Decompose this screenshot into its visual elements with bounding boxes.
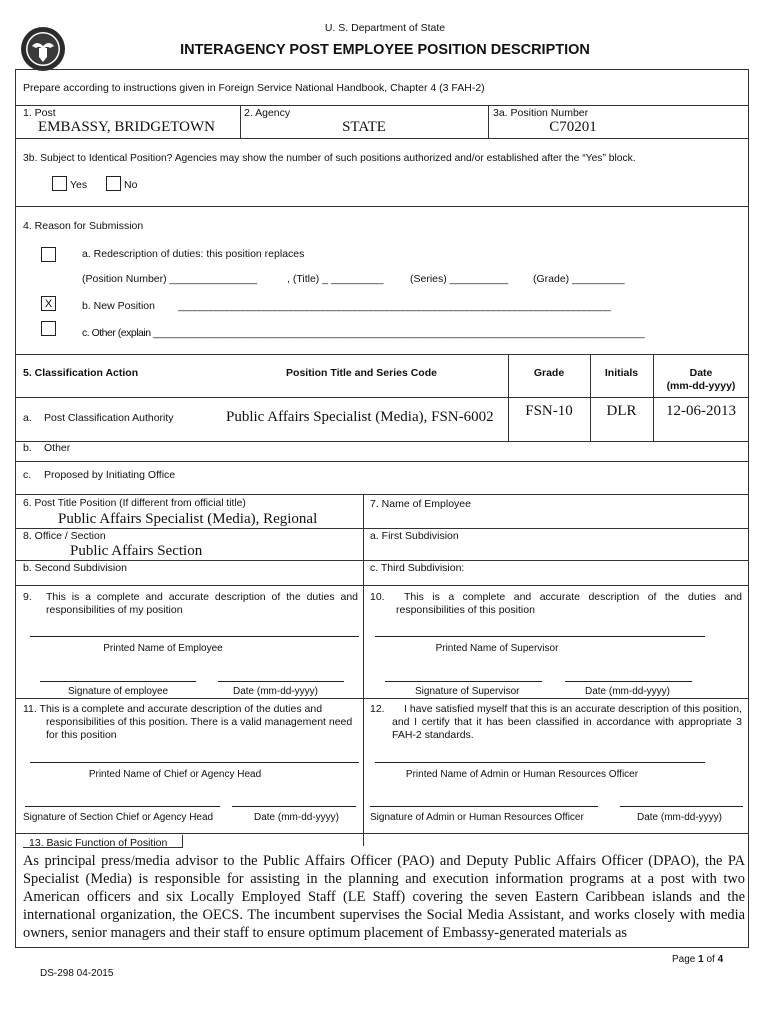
cert9-number: 9.	[23, 591, 32, 603]
other-reason-checkbox[interactable]	[41, 321, 56, 336]
position-number-value[interactable]: C70201	[549, 119, 597, 135]
col-date-format: (mm-dd-yyyy)	[666, 380, 736, 392]
form-instructions: Prepare according to instructions given in Foreign Service National Handbook, Chapter 4 (3 FAH-2)	[23, 82, 485, 94]
admin-date-label: Date (mm-dd-yyyy)	[637, 812, 723, 823]
row-a-letter: a.	[23, 412, 32, 424]
printed-chief-label: Printed Name of Chief or Agency Head	[88, 769, 262, 780]
page-current: 1	[698, 954, 704, 965]
department-name: U. S. Department of State	[324, 22, 446, 34]
cert12-number: 12.	[370, 703, 385, 715]
page-of: of	[703, 954, 718, 965]
employee-date-label: Date (mm-dd-yyyy)	[233, 686, 319, 697]
chief-date-line[interactable]	[232, 806, 356, 807]
employee-signature-line[interactable]	[40, 681, 196, 682]
no-checkbox[interactable]	[106, 176, 121, 191]
chief-signature-line[interactable]	[25, 806, 220, 807]
redescription-checkbox[interactable]	[41, 247, 56, 262]
employee-name-label: 7. Name of Employee	[370, 498, 471, 510]
yes-label: Yes	[70, 179, 88, 191]
printed-supervisor-label: Printed Name of Supervisor	[435, 643, 559, 654]
supervisor-date-line[interactable]	[565, 681, 692, 682]
post-title-value[interactable]: Public Affairs Specialist (Media), Regional	[58, 511, 318, 527]
cert9-text: This is a complete and accurate description of the duties and responsibilities of my position	[46, 591, 358, 616]
col-classification-action: 5. Classification Action	[23, 367, 139, 379]
position-number-label: 3a. Position Number	[493, 107, 589, 119]
row-a-date[interactable]: 12-06-2013	[666, 403, 736, 419]
supervisor-name-line[interactable]	[375, 636, 705, 637]
cert12-text: I have satisfied myself that this is an accurate description of this position, and I certify that it has been classified in accordance with appropriate 3 FAH-2 standards.	[392, 703, 742, 741]
first-subdivision-label: a. First Subdivision	[370, 530, 459, 542]
admin-signature-label: Signature of Admin or Human Resources Officer	[370, 812, 584, 823]
agency-value[interactable]: STATE	[342, 119, 386, 135]
row-c-letter: c.	[23, 469, 32, 481]
post-title-label: 6. Post Title Position (If different from official title)	[23, 498, 246, 509]
page-indicator	[672, 954, 723, 965]
new-position-check-mark: X	[44, 298, 53, 310]
row-b-letter: b.	[23, 442, 32, 454]
col-position-title: Position Title and Series Code	[286, 367, 437, 379]
col-date: Date	[689, 367, 713, 379]
col-initials: Initials	[604, 367, 639, 379]
redescription-label: a. Redescription of duties: this position replaces	[82, 248, 305, 260]
cert11-text: 11. This is a complete and accurate description of the duties and responsibilities of this position. There is a valid management need for this position	[23, 703, 353, 741]
row-a-label: Post Classification Authority	[44, 412, 174, 424]
agency-label: 2. Agency	[244, 107, 291, 119]
post-value[interactable]: EMBASSY, BRIDGETOWN	[38, 119, 215, 135]
col-grade: Grade	[533, 367, 565, 379]
identical-position-label: 3b. Subject to Identical Position? Agencies may show the number of such positions authorized and/or established after the “Yes” block.	[23, 153, 636, 164]
basic-function-text[interactable]: As principal press/media advisor to the Public Affairs Officer (PAO) and Deputy Public Affairs Officer (DPAO), the PA Specialist (Media) is responsible for assisting in the planning and execution information programs at a post with two American officers and six Locally Employed Staff (LE Staff) covering the seven Eastern Caribbean islands and the international organization, the OECS. The incumbent supervises the Social Media Assistant, and works closely with media owners, senior managers and their staff to ensure optimum placement of Embassy-generated materials as	[23, 853, 745, 941]
form-title: INTERAGENCY POST EMPLOYEE POSITION DESCRIPTION	[180, 42, 590, 58]
page-total: 4	[717, 954, 724, 965]
page-prefix: Page	[672, 954, 699, 965]
employee-name-line[interactable]	[30, 636, 359, 637]
third-subdivision-label: c. Third Subdivision:	[370, 562, 465, 574]
supervisor-date-label: Date (mm-dd-yyyy)	[585, 686, 671, 697]
admin-name-line[interactable]	[375, 762, 705, 763]
chief-signature-label: Signature of Section Chief or Agency Head	[23, 812, 214, 823]
form-number: DS-298 04-2015	[40, 968, 114, 979]
post-label: 1. Post	[23, 107, 56, 119]
row-c-label: Proposed by Initiating Office	[44, 469, 176, 481]
chief-name-line[interactable]	[30, 762, 359, 763]
yes-checkbox[interactable]	[52, 176, 67, 191]
basic-function-label: 13. Basic Function of Position	[29, 837, 168, 849]
printed-employee-label: Printed Name of Employee	[103, 643, 223, 654]
office-label: 8. Office / Section	[23, 530, 106, 542]
new-position-blank[interactable]: _________________________________________________________________________________	[178, 300, 611, 312]
supervisor-signature-line[interactable]	[385, 681, 542, 682]
chief-date-label: Date (mm-dd-yyyy)	[254, 812, 340, 823]
admin-signature-line[interactable]	[370, 806, 598, 807]
office-value[interactable]: Public Affairs Section	[70, 543, 203, 559]
cert10-number: 10.	[370, 591, 385, 603]
new-position-label: b. New Position	[82, 300, 155, 312]
supervisor-signature-label: Signature of Supervisor	[415, 686, 520, 697]
employee-signature-label: Signature of employee	[68, 686, 169, 697]
replaced-grade[interactable]: (Grade) _________	[533, 273, 625, 285]
row-a-grade[interactable]: FSN-10	[525, 403, 573, 419]
cert10-text: This is a complete and accurate description of the duties and responsibilities of this position	[396, 591, 742, 616]
reason-title: 4. Reason for Submission	[23, 220, 144, 232]
replaced-title[interactable]: , (Title) _ _________	[287, 273, 384, 285]
row-a-position-title[interactable]: Public Affairs Specialist (Media), FSN-6002	[226, 409, 494, 425]
printed-admin-label: Printed Name of Admin or Human Resources Officer	[405, 769, 639, 780]
second-subdivision-label: b. Second Subdivision	[23, 562, 127, 574]
row-b-label: Other	[44, 442, 71, 454]
other-reason-label[interactable]: c. Other (explain ____________________________________________________________________________________________	[82, 327, 645, 339]
row-a-initials[interactable]: DLR	[606, 403, 637, 419]
admin-date-line[interactable]	[620, 806, 743, 807]
employee-date-line[interactable]	[218, 681, 344, 682]
no-label: No	[124, 179, 138, 191]
replaced-position-number[interactable]: (Position Number) _______________	[82, 273, 258, 285]
replaced-series[interactable]: (Series) __________	[410, 273, 509, 285]
